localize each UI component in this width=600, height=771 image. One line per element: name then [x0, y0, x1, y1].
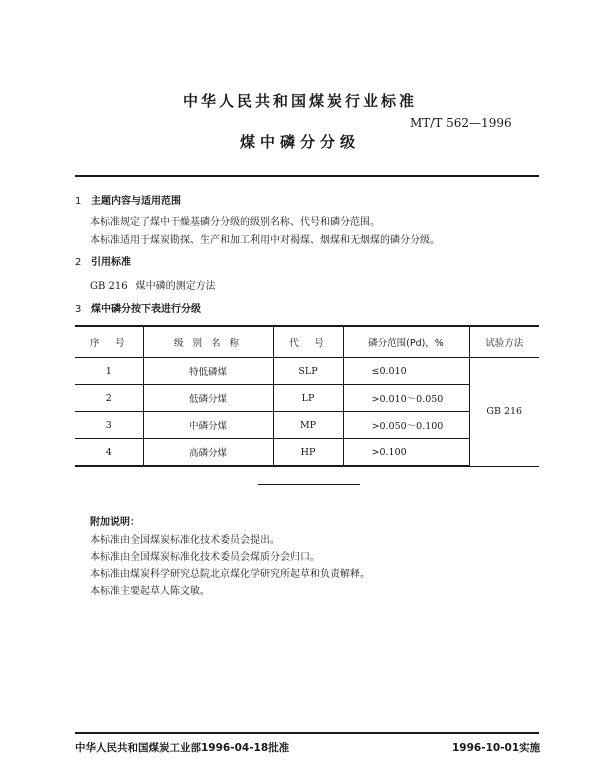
header-grade-name: 级 别 名 称 — [143, 326, 273, 358]
section-number: 3 — [75, 304, 82, 315]
header-rule — [75, 175, 539, 177]
section-1-heading — [75, 192, 181, 207]
approval-statement: 中华人民共和国煤炭工业部1996-04-18批准 — [75, 742, 290, 754]
test-method-cell: GB 216 — [469, 358, 539, 467]
section-number: 2 — [75, 257, 82, 268]
header-seq: 序 号 — [75, 326, 143, 358]
section-number: 1 — [75, 196, 82, 207]
row-range: ≤0.010 — [343, 358, 469, 385]
header-test-method: 试验方法 — [469, 326, 539, 358]
row-grade-name: 高磷分煤 — [143, 439, 273, 467]
implementation-date: 1996-10-01实施 — [452, 742, 541, 754]
row-range: >0.050～0.100 — [343, 412, 469, 439]
table-row — [75, 358, 539, 385]
row-seq: 1 — [75, 358, 143, 385]
standard-code: MT/T 562—1996 — [410, 116, 512, 130]
row-grade-name: 中磷分煤 — [143, 412, 273, 439]
organization-title: 中华人民共和国煤炭行业标准 — [182, 92, 417, 110]
section-title: 煤中磷分按下表进行分级 — [91, 304, 201, 315]
row-code: HP — [273, 439, 343, 467]
row-range: >0.100 — [343, 439, 469, 467]
section-2-heading — [75, 253, 131, 268]
row-seq: 4 — [75, 439, 143, 467]
end-of-text-rule — [258, 484, 360, 485]
reference-standard — [90, 277, 216, 292]
row-code: MP — [273, 412, 343, 439]
row-code: SLP — [273, 358, 343, 385]
phosphorus-grade-table — [75, 325, 539, 467]
section-3-heading — [75, 300, 201, 315]
footer-rule — [75, 732, 539, 734]
reference-code: GB 216 — [90, 281, 128, 292]
section-1-paragraph-1: 本标准规定了煤中干燥基磷分分级的级别名称、代号和磷分范围。 — [90, 217, 380, 228]
header-code: 代 号 — [273, 326, 343, 358]
row-grade-name: 低磷分煤 — [143, 385, 273, 412]
row-range: >0.010～0.050 — [343, 385, 469, 412]
row-seq: 2 — [75, 385, 143, 412]
row-grade-name: 特低磷煤 — [143, 358, 273, 385]
row-code: LP — [273, 385, 343, 412]
note-line: 本标准由煤炭科学研究总院北京煤化学研究所起草和负责解释。 — [90, 569, 370, 580]
notes-title: 附加说明： — [90, 517, 140, 528]
section-title: 主题内容与适用范围 — [91, 196, 181, 207]
table-header-row — [75, 326, 539, 358]
document-title: 煤中磷分分级 — [239, 133, 360, 151]
header-range: 磷分范围(Pd)，% — [343, 326, 469, 358]
row-seq: 3 — [75, 412, 143, 439]
section-1-paragraph-2: 本标准适用于煤炭勘探、生产和加工利用中对褐煤、烟煤和无烟煤的磷分分级。 — [90, 235, 440, 246]
note-line: 本标准由全国煤炭标准化技术委员会提出。 — [90, 535, 280, 546]
note-line: 本标准由全国煤炭标准化技术委员会煤质分会归口。 — [90, 552, 320, 563]
section-title: 引用标准 — [91, 257, 131, 268]
note-line: 本标准主要起草人陈文敏。 — [90, 586, 210, 597]
reference-name: 煤中磷的测定方法 — [135, 281, 216, 292]
